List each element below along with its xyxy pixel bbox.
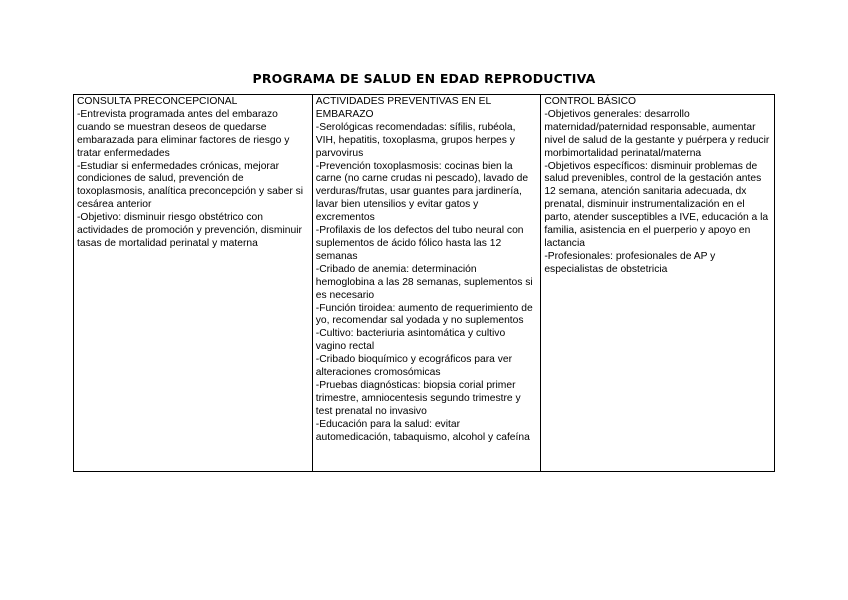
list-item: -Objetivo: disminuir riesgo obstétrico con actividades de promoción y prevención, disminuir tasas de mortalidad perinatal y materna bbox=[77, 212, 302, 249]
list-item: -Estudiar si enfermedades crónicas, mejorar condiciones de salud, prevención de toxoplasmosis, analítica preconcepción y saber si cesárea anterior bbox=[77, 160, 304, 211]
list-item: -Cultivo: bacteriuria asintomática y cultivo vagino rectal bbox=[315, 328, 506, 353]
list-item: -Prevención toxoplasmosis: cocinas bien la carne (no carne crudas ni pescado), lavado de verduras/frutas, usar guantes para jardinería, lavar bien utensilios y evitar gatos y excrementos bbox=[315, 160, 529, 224]
cell-actividades-preventivas bbox=[312, 95, 541, 472]
cell-consulta-preconcepcional bbox=[74, 95, 313, 472]
table-row bbox=[74, 95, 775, 472]
column-heading: ACTIVIDADES PREVENTIVAS EN EL EMBARAZO bbox=[315, 96, 491, 120]
list-item: -Profilaxis de los defectos del tubo neural con suplementos de ácido fólico hasta las 12 semanas bbox=[315, 225, 524, 262]
list-item: -Entrevista programada antes del embarazo cuando se muestran deseos de quedarse embarazada para eliminar factores de riesgo y tratar enfermedades bbox=[77, 108, 290, 159]
list-item: -Serológicas recomendadas: sífilis, rubéola, VIH, hepatitis, toxoplasma, grupos herpes y parvovirus bbox=[315, 121, 516, 159]
list-item: -Cribado de anemia: determinación hemoglobina a las 28 semanas, suplementos si es necesario bbox=[315, 263, 533, 301]
list-item: -Función tiroidea: aumento de requerimiento de yo, recomendar sal yodada y no suplementos bbox=[315, 302, 533, 327]
column-heading: CONTROL BÁSICO bbox=[544, 96, 637, 107]
page-title: PROGRAMA DE SALUD EN EDAD REPRODUCTIVA bbox=[252, 71, 596, 86]
column-heading: CONSULTA PRECONCEPCIONAL bbox=[77, 96, 238, 107]
list-item: -Objetivos generales: desarrollo maternidad/paternidad responsable, aumentar nivel de salud de la gestante y puérpera y reducir morbimortalidad perinatal/materna bbox=[544, 108, 770, 159]
list-item: -Profesionales: profesionales de AP y especialistas de obstetricia bbox=[544, 250, 716, 275]
cell-control-basico bbox=[541, 95, 775, 472]
list-item: -Pruebas diagnósticas: biopsia corial primer trimestre, amniocentesis segundo trimestre y test prenatal no invasivo bbox=[315, 379, 521, 417]
list-item: -Cribado bioquímico y ecográficos para ver alteraciones cromosómicas bbox=[315, 354, 513, 379]
program-table bbox=[73, 94, 775, 472]
list-item: -Educación para la salud: evitar automedicación, tabaquismo, alcohol y cafeína bbox=[315, 418, 530, 443]
list-item: -Objetivos específicos: disminuir problemas de salud prevenibles, control de la gestación antes 12 semana, atención sanitaria adecuada, dx prenatal, disminuir instrumentalización en el parto, atender susceptibles a IVE, educación a la familia, asistencia en el puerperio y apoyo en lactancia bbox=[544, 160, 769, 249]
